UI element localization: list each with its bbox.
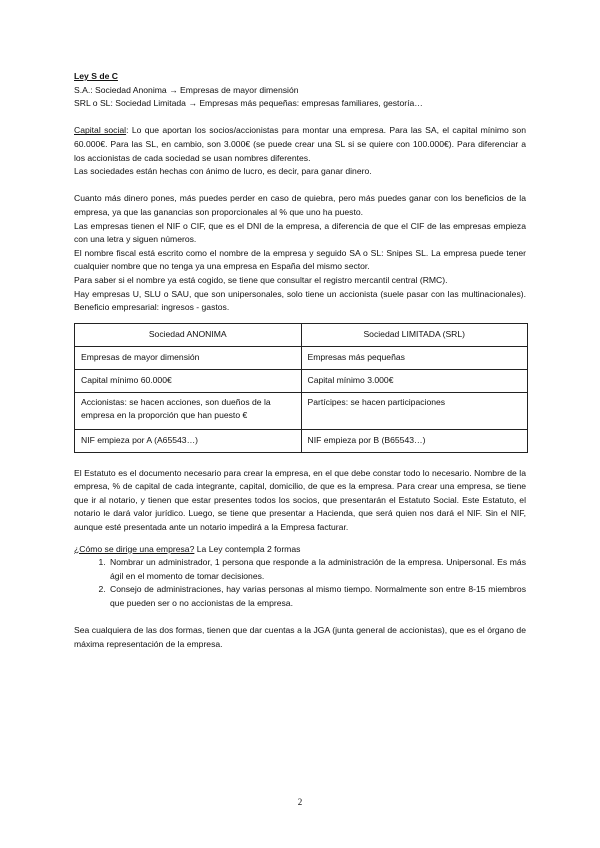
- estatuto-paragraph: El Estatuto es el documento necesario para crear la empresa, en el que debe constar todo lo necesario. Nombre de la empresa, % de capital de cada integrante, capital, domicilio, de que es la empresa. Para crear una empresa, se tiene que ir al notario, y tienen que estar presentes todos los socios, que presentarán el Estatuto Social. Este Estatuto, el notario le dará valor jurídico. Luego, se tiene que presentar a Hacienda, que será quien nos dará el NIF. Sin el NIF, aunque esté presentada ante un notario impedirá a la Empresa facturar.: [74, 467, 526, 533]
- table-header: Sociedad ANONIMA: [75, 323, 302, 346]
- table-cell: NIF empieza por B (B65543…): [301, 429, 528, 452]
- dirige-question: ¿Cómo se dirige una empresa?: [74, 543, 195, 554]
- capital-social-line2: Las sociedades están hechas con ánimo de lucro, es decir, para ganar dinero.: [74, 166, 372, 177]
- table-header-row: [75, 323, 528, 346]
- table-cell: NIF empieza por A (A65543…): [75, 429, 302, 452]
- list-item: 1. Nombrar un administrador, 1 persona que responde a la administración de la empresa. Unipersonal. Es más ágil en el momento de tomar decisiones.: [108, 556, 526, 583]
- table-cell: Capital mínimo 60.000€: [75, 369, 302, 392]
- dirige-list: [74, 556, 526, 610]
- table-row: [75, 392, 528, 429]
- paragraph-rmc: Para saber si el nombre ya está cogido, se tiene que consultar el registro mercantil central (RMC).: [74, 274, 448, 285]
- paragraph-quiebra: Cuanto más dinero pones, más puedes perder en caso de quiebra, pero más puedes ganar con los beneficios de la empresa, ya que las ganancias son proporcionales al % que uno ha puesto.: [74, 193, 526, 217]
- paragraph-nif: Las empresas tienen el NIF o CIF, que es el DNI de la empresa, a diferencia de que el CIF de las empresas empieza con una letra y siguen números.: [74, 220, 526, 245]
- table-cell: Accionistas: se hacen acciones, son dueños de la empresa en la proporción que han puesto €: [75, 392, 302, 429]
- document-body: [74, 70, 526, 651]
- table-row: [75, 369, 528, 392]
- capital-social-label: Capital social: [74, 125, 127, 136]
- closing-paragraph: Sea cualquiera de las dos formas, tienen que dar cuentas a la JGA (junta general de accionistas), que es el órgano de máxima representación de la empresa.: [74, 625, 526, 649]
- table-cell: Empresas de mayor dimensión: [75, 346, 302, 369]
- table-cell: Partícipes: se hacen participaciones: [301, 392, 528, 429]
- list-item: 2. Consejo de administraciones, hay varias personas al mismo tiempo. Normalmente son entre 8-15 miembros que pueden ser o no accionistas de la empresa.: [108, 583, 526, 610]
- page-number: 2: [297, 797, 303, 807]
- comparison-table: [74, 323, 528, 453]
- capital-social-paragraph: Capital social: Lo que aportan los socios/accionistas para montar una empresa. Para las SA, el capital mínimo son 60.000€. Para las SL, en cambio, son 3.000€ (se puede crear una SL si se quiere con 100.000€). Para diferenciar a los accionistas de cada sociedad se usan nombres diferentes.: [74, 125, 526, 163]
- paragraph-nombre-fiscal: El nombre fiscal está escrito como el nombre de la empresa y seguido SA o SL: Snipes SL. La empresa puede tener cualquier nombre que no tenga ya una empresa en España del mismo sector.: [74, 247, 526, 272]
- dirige-question-line: ¿Cómo se dirige una empresa? La Ley contempla 2 formas: [74, 543, 301, 554]
- table-cell: Capital mínimo 3.000€: [301, 369, 528, 392]
- intro-line-srl: SRL o SL: Sociedad Limitada → Empresas más pequeñas: empresas familiares, gestoría…: [74, 98, 423, 109]
- table-header: Sociedad LIMITADA (SRL): [301, 323, 528, 346]
- table-row: [75, 429, 528, 452]
- table-cell: Empresas más pequeñas: [301, 346, 528, 369]
- section-heading: Ley S de C: [74, 71, 118, 81]
- intro-line-sa: S.A.: Sociedad Anonima → Empresas de mayor dimensión: [74, 84, 299, 95]
- paragraph-unipersonales: Hay empresas U, SLU o SAU, que son unipersonales, solo tiene un accionista (suele pasar con las multinacionales). Beneficio empresarial: ingresos - gastos.: [74, 288, 526, 313]
- table-row: [75, 346, 528, 369]
